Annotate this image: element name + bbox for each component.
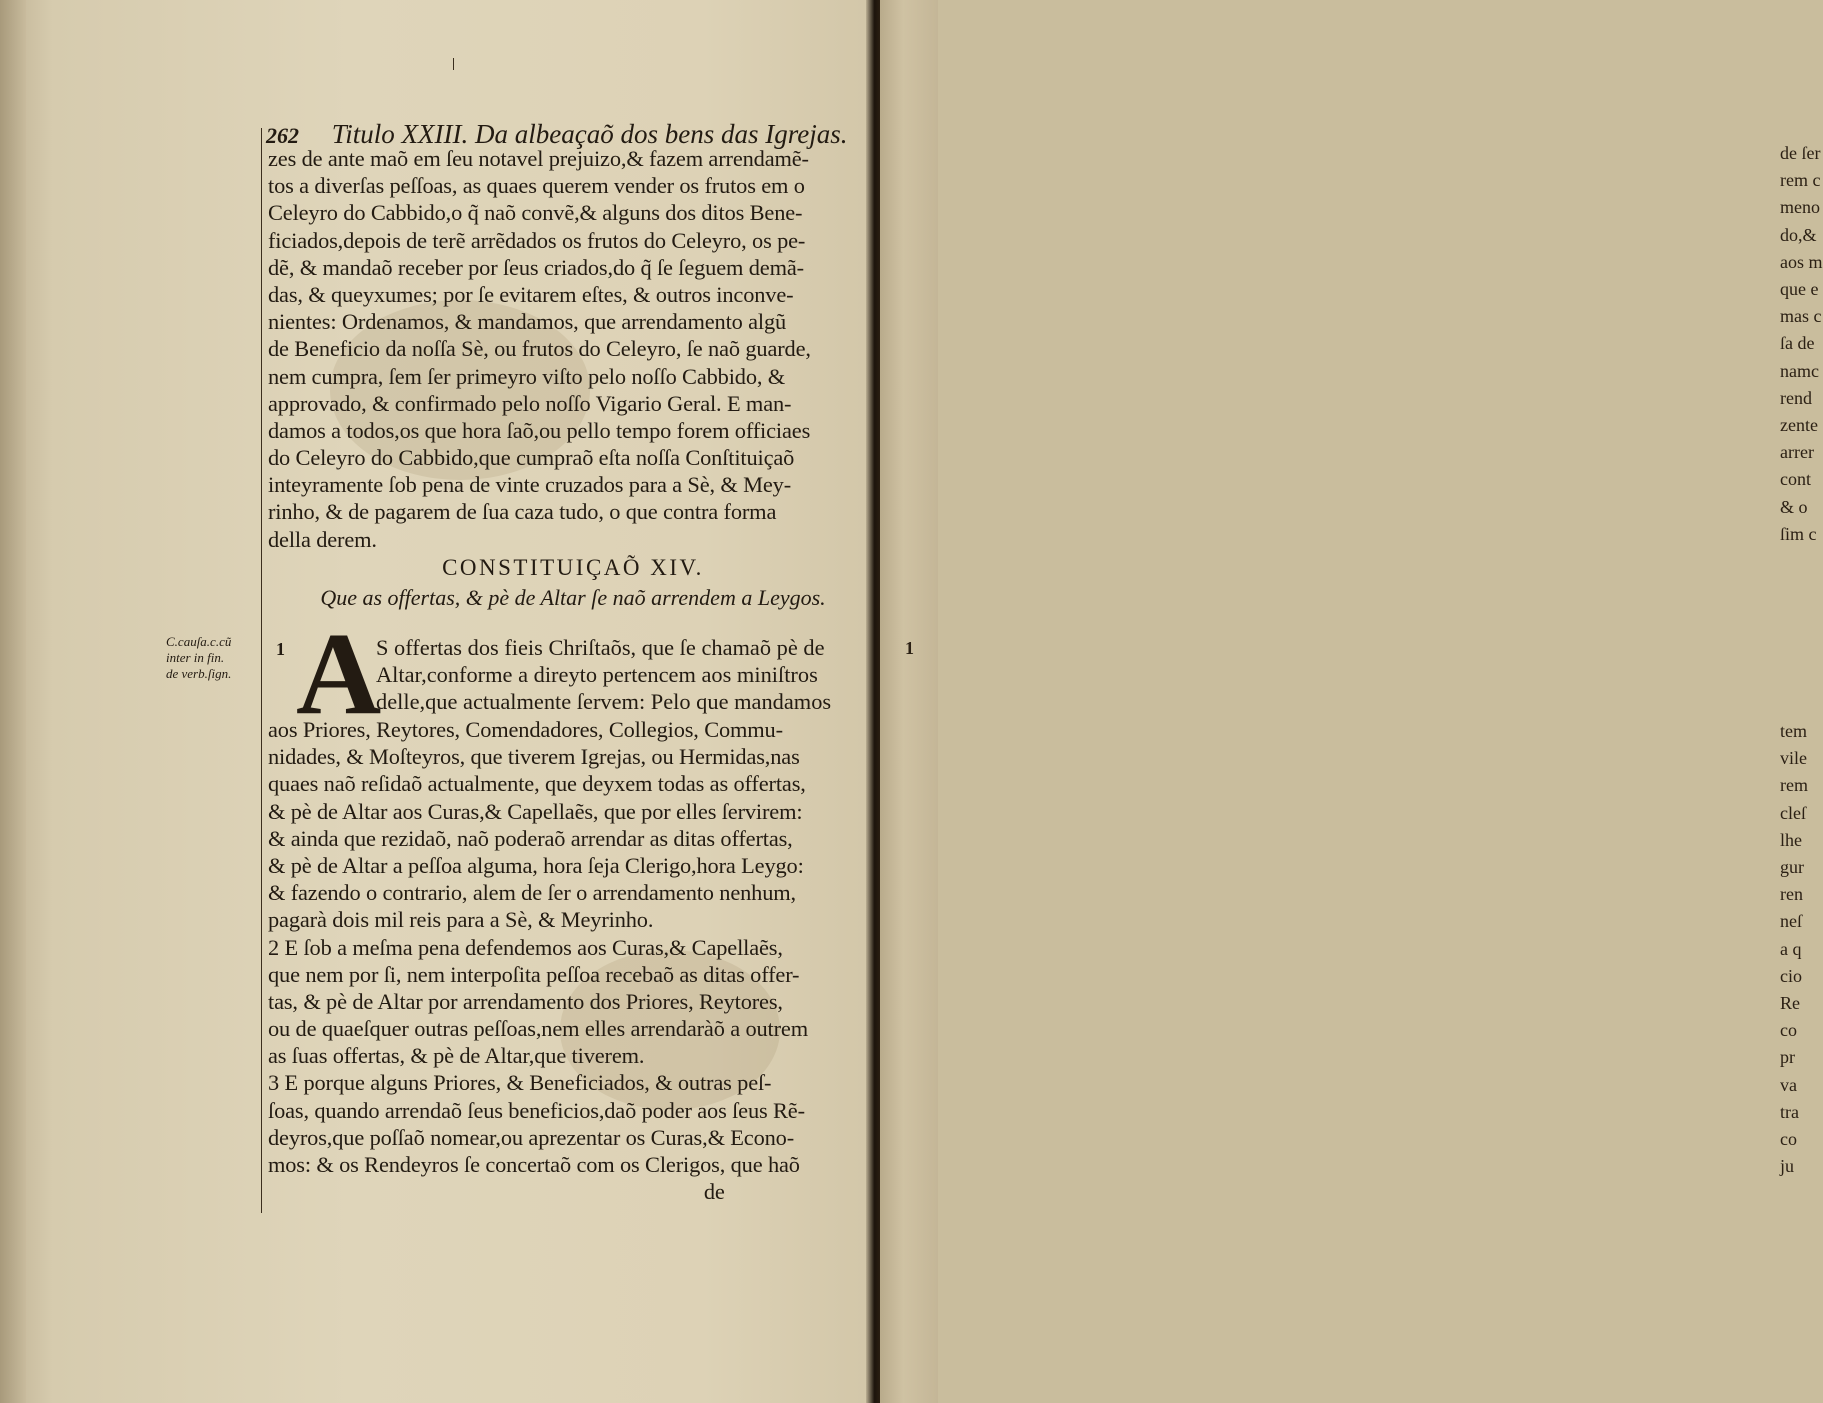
constitution-heading: CONSTITUIÇAÕ XIV. xyxy=(442,555,704,580)
text-line: tas, & pè de Altar por arrendamento dos Priores, Reytores, xyxy=(268,988,783,1014)
text-line: Altar,conforme a direyto pertencem aos miniſtros xyxy=(376,662,818,688)
text-line: de Beneficio da noſſa Sè, ou frutos do Celeyro, ſe naõ guarde, xyxy=(268,336,811,362)
fragment: co xyxy=(1780,1129,1797,1150)
fragment: tra xyxy=(1780,1101,1799,1122)
text-line: mos: & os Rendeyros ſe concertaõ com os Clerigos, que haõ xyxy=(268,1152,800,1177)
text-line: ou de quaeſquer outras peſſoas,nem elles arrendaràõ a outrem xyxy=(268,1016,808,1042)
text-line: rinho, & de pagarem de ſua caza tudo, o que contra forma xyxy=(268,499,777,525)
text-line: Celeyro do Cabbido,o q̃ naõ convẽ,& alguns dos ditos Bene- xyxy=(268,200,803,226)
fragment: ſa de xyxy=(1780,333,1815,354)
drop-cap-lines xyxy=(376,634,878,716)
text-line: quaes naõ reſidaõ actualmente, que deyxem todas as offertas, xyxy=(268,771,806,797)
catchword: de xyxy=(268,1179,725,1205)
fragment: Re xyxy=(1780,993,1800,1014)
text-line: ficiados,depois de terẽ arrẽdados os frutos do Celeyro, os pe- xyxy=(268,227,806,253)
text-line: damos a todos,os que hora ſaõ,ou pello tempo forem officiaes xyxy=(268,417,811,443)
text-line: nidades, & Moſteyros, que tiverem Igrejas, ou Hermidas,nas xyxy=(268,744,800,770)
text-line: nientes: Ordenamos, & mandamos, que arrendamento algũ xyxy=(268,309,787,335)
fragment: zente xyxy=(1780,415,1818,436)
fragment: cio xyxy=(1780,965,1802,986)
fragment: lhe xyxy=(1780,829,1802,850)
fragment: va xyxy=(1780,1074,1797,1095)
text-line: dẽ, & mandaõ receber por ſeus criados,do q̃ ſe ſeguem demã- xyxy=(268,254,804,280)
text-line: & ainda que rezidaõ, naõ poderaõ arrendar as ditas offertas, xyxy=(268,825,793,851)
fragment: rem xyxy=(1780,775,1808,796)
running-title: Titulo XXIII. Da albeaçaõ dos bens das Igrejas. xyxy=(331,119,848,149)
fragment: & o xyxy=(1780,496,1808,517)
book-gutter xyxy=(866,0,880,1403)
fragment: arrer xyxy=(1780,442,1814,463)
text-line: & fazendo o contrario, alem de ſer o arrendamento nenhum, xyxy=(268,880,796,906)
constitution-subtitle: Que as offertas, & pè de Altar ſe naõ arrendem a Leygos. xyxy=(320,585,826,610)
margin-note-line: de verb.ſign. xyxy=(166,666,232,681)
text-block-continuation xyxy=(268,145,878,553)
text-line: 2 E ſob a meſma pena defendemos aos Curas,& Capellaẽs, xyxy=(268,934,783,960)
text-line: ſoas, quando arrendaõ ſeus beneficios,daõ poder aos ſeus Rẽ- xyxy=(268,1097,805,1123)
fragment: tem xyxy=(1780,721,1807,741)
fragment: rend xyxy=(1780,387,1812,408)
fragment: namc xyxy=(1780,360,1819,381)
text-line: as ſuas offertas, & pè de Altar,que tiverem. xyxy=(268,1043,645,1069)
fragment: do,& xyxy=(1780,224,1817,245)
fragment: pr xyxy=(1780,1047,1795,1068)
fragment: ſim c xyxy=(1780,523,1817,544)
facing-page-edge xyxy=(880,0,1823,1403)
margin-note-line: C.cauſa.c.cũ xyxy=(166,634,232,649)
text-line: aos Priores, Reytores, Comendadores, Collegios, Commu- xyxy=(268,717,783,742)
fragment: neſ xyxy=(1780,911,1802,932)
facing-page-fragments-top xyxy=(1780,140,1823,548)
margin-note xyxy=(166,634,262,682)
text-line: pagarà dois mil reis para a Sè, & Meyrinho. xyxy=(268,907,654,933)
printer-mark xyxy=(453,58,454,70)
text-line: & pè de Altar aos Curas,& Capellaẽs, que por elles ſervirem: xyxy=(268,798,803,824)
drop-cap: A xyxy=(296,608,382,739)
text-line: approvado, & confirmado pelo noſſo Vigario Geral. E man- xyxy=(268,390,792,416)
fragment: meno xyxy=(1780,197,1820,218)
text-line: inteyramente ſob pena de vinte cruzados para a Sè, & Mey- xyxy=(268,472,792,498)
margin-note-line: inter in fin. xyxy=(166,650,225,665)
fragment: co xyxy=(1780,1020,1797,1041)
text-line: nem cumpra, ſem ſer primeyro viſto pelo noſſo Cabbido, & xyxy=(268,363,786,389)
text-line: della derem. xyxy=(268,526,377,552)
fragment: que e xyxy=(1780,279,1819,300)
facing-paragraph-number: 1 xyxy=(905,638,914,658)
text-block-constitution xyxy=(268,716,878,1205)
fragment: gur xyxy=(1780,857,1804,878)
text-line: deyros,que poſſaõ nomear,ou aprezentar os Curas,& Econo- xyxy=(268,1124,795,1150)
fragment: ren xyxy=(1780,884,1803,905)
text-line: zes de ante maõ em ſeu notavel prejuizo,& fazem arrendamẽ- xyxy=(268,146,809,171)
fragment: aos m xyxy=(1780,251,1823,272)
fragment: rem c xyxy=(1780,170,1821,191)
book-page xyxy=(0,0,878,1403)
paragraph-number: 1 xyxy=(276,639,285,659)
text-line: & pè de Altar a peſſoa alguma, hora ſeja Clerigo,hora Leygo: xyxy=(268,852,804,878)
page-number: 262 xyxy=(266,123,299,148)
fragment: a q xyxy=(1780,938,1802,959)
fragment: cleſ xyxy=(1780,802,1806,823)
page-left-edge xyxy=(0,0,26,1403)
text-line: das, & queyxumes; por ſe evitarem eſtes, & outros inconve- xyxy=(268,281,794,307)
fragment: cont xyxy=(1780,469,1811,490)
text-line: do Celeyro do Cabbido,que cumpraõ eſta noſſa Conſtituiçaõ xyxy=(268,445,795,471)
text-line: tos a diverſas peſſoas, as quaes querem vender os frutos em o xyxy=(268,173,805,199)
fragment: ju xyxy=(1780,1156,1795,1177)
fragment: vile xyxy=(1780,748,1807,769)
text-line: 3 E porque alguns Priores, & Beneficiados, & outras peſ- xyxy=(268,1070,772,1096)
fragment: mas c xyxy=(1780,306,1822,327)
text-line: que nem por ſi, nem interpoſita peſſoa recebaõ as ditas offer- xyxy=(268,961,800,987)
fragment: de ſer xyxy=(1780,143,1821,163)
facing-page-fragments-bottom xyxy=(1780,718,1820,1180)
text-line: S offertas dos fieis Chriſtaõs, que ſe chamaõ pè de xyxy=(376,635,825,660)
text-line: delle,que actualmente ſervem: Pelo que mandamos xyxy=(376,689,832,715)
